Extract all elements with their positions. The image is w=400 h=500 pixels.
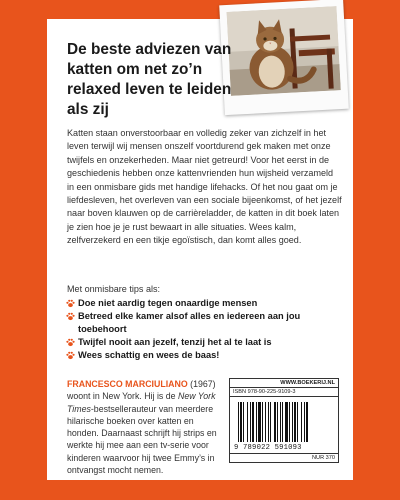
- isbn-number: ISBN 978-90-225-9109-3: [229, 388, 339, 397]
- author-bio-part-2: -bestsellerauteur van meerdere hilarische boeken over katten en honden. Daarnaast schrijft hij strips en werkte hij mee aan een tv-serie voor kinderen waarvoor hij twee Emmy’s in ontvangst mocht nemen.: [67, 403, 217, 476]
- cat-photo: [219, 0, 349, 115]
- publisher-website: WWW.BOEKERIJ.NL: [229, 378, 339, 388]
- paw-icon: [66, 312, 75, 321]
- nur-code: NUR 370: [229, 454, 339, 463]
- description-text: Katten staan onverstoorbaar en volledig zeker van zichzelf in het leven terwijl wij mensen onszelf voortdurend gek maken met onze twijfels en onzekerheden. Maar niet getreurd! Voor het eerst in de geschiedenis hebben onze kattenvrienden hun wijsheid verzameld in een onmisbare gids met handige lifehacks. Of het nou gaat om je liefdesleven, het overleven van een sociale bijeenkomst, of het jezelf naar boven klauwen op de carrièreladder, de katten in dit boek laten je zien hoe je je rust bewaart in alle situaties. Wees kalm, zelfverzekerd en een tikje egoïstisch, dan komt alles goed.: [67, 128, 342, 246]
- barcode-digits: 9 789022 591093: [234, 444, 302, 452]
- paw-icon: [66, 338, 75, 347]
- headline: De beste adviezen van katten om net zo’n relaxed leven te leiden als zij: [67, 41, 232, 118]
- list-item: [66, 310, 346, 335]
- publication-name: New York Times: [67, 391, 216, 414]
- cat-photo-icon: [227, 6, 341, 96]
- author-bio-part-1: (1967) woont in New York. Hij is de: [67, 379, 216, 402]
- author-bio: [67, 378, 217, 476]
- list-item: [66, 336, 346, 349]
- barcode-block: [229, 378, 339, 463]
- paw-icon: [66, 299, 75, 308]
- tip-text: Wees schattig en wees de baas!: [78, 349, 220, 360]
- tip-text: Twijfel nooit aan jezelf, tenzij het al te laat is: [78, 336, 272, 347]
- tip-text: Betreed elke kamer alsof alles en iedereen aan jou toebehoort: [78, 310, 301, 334]
- tips-intro: Met onmisbare tips als:: [67, 284, 161, 294]
- paw-icon: [66, 351, 75, 360]
- list-item: [66, 297, 346, 310]
- list-item: [66, 349, 346, 362]
- author-name: FRANCESCO MARCIULIANO: [67, 379, 188, 389]
- tip-text: Doe niet aardig tegen onaardige mensen: [78, 298, 258, 308]
- barcode: [229, 397, 339, 454]
- tips-list: [66, 297, 346, 362]
- barcode-icon: [238, 402, 332, 442]
